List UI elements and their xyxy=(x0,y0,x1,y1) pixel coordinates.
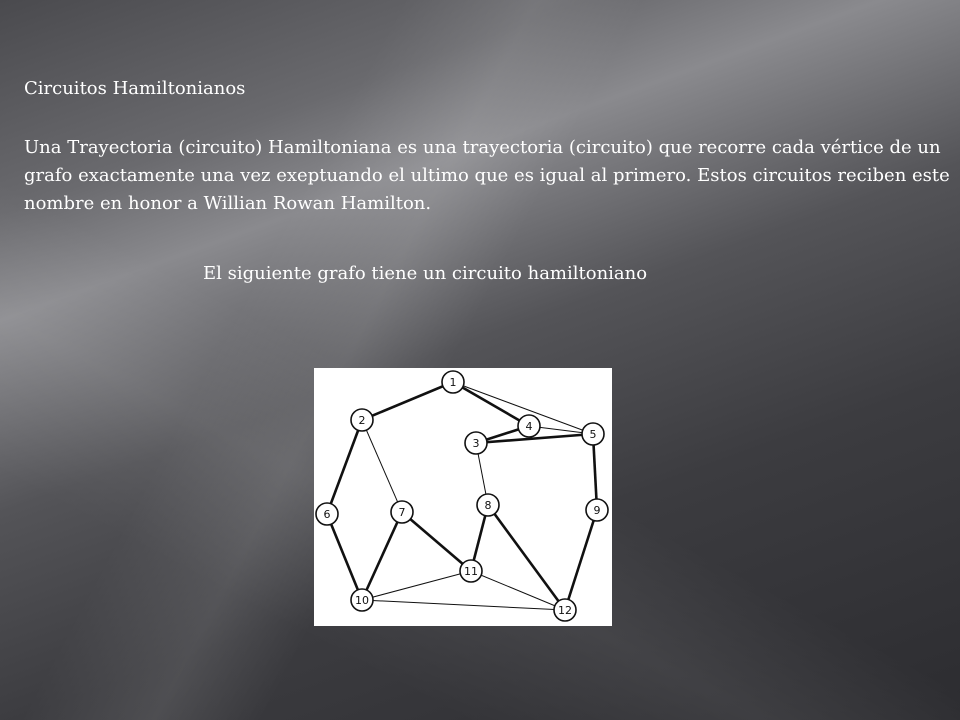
graph-edge-1-2 xyxy=(362,382,453,420)
graph-edge-10-11 xyxy=(362,571,471,600)
graph-node-label: 3 xyxy=(472,437,480,450)
graph-edge-2-7 xyxy=(362,420,402,512)
graph-node-label: 6 xyxy=(323,508,331,521)
graph-node-label: 7 xyxy=(398,506,406,519)
graph-edge-6-10 xyxy=(327,514,362,600)
graph-edge-2-6 xyxy=(327,420,362,514)
hamiltonian-graph-figure xyxy=(314,368,612,626)
graph-node-label: 11 xyxy=(464,565,478,578)
graph-node-6 xyxy=(316,503,338,525)
graph-node-12 xyxy=(554,599,576,621)
graph-node-label: 4 xyxy=(525,420,533,433)
graph-node-label: 10 xyxy=(355,594,369,607)
graph-edge-7-10 xyxy=(362,512,402,600)
graph-node-3 xyxy=(465,432,487,454)
graph-edge-10-12 xyxy=(362,600,565,610)
definition-paragraph: Una Trayectoria (circuito) Hamiltoniana es una trayectoria (circuito) que recorre cada vértice de un grafo exactamente una vez exeptuando el ultimo que es igual al primero. Estos circuitos reciben este nombre en honor a Willian Rowan Hamilton. xyxy=(24,137,950,214)
graph-node-label: 2 xyxy=(358,414,366,427)
graph-node-label: 5 xyxy=(589,428,597,441)
graph-node-9 xyxy=(586,499,608,521)
graph-caption: El siguiente grafo tiene un circuito hamiltoniano xyxy=(203,263,648,284)
graph-node-5 xyxy=(582,423,604,445)
graph-node-10 xyxy=(351,589,373,611)
graph-node-7 xyxy=(391,501,413,523)
graph-node-label: 9 xyxy=(593,504,601,517)
graph-node-2 xyxy=(351,409,373,431)
graph-node-1 xyxy=(442,371,464,393)
graph-node-label: 1 xyxy=(449,376,457,389)
graph-edge-1-4 xyxy=(453,382,529,426)
graph-node-11 xyxy=(460,560,482,582)
graph-edge-9-12 xyxy=(565,510,597,610)
graph-node-label: 12 xyxy=(558,604,572,617)
graph-node-label: 8 xyxy=(484,499,492,512)
graph-node-8 xyxy=(477,494,499,516)
slide-title: Circuitos Hamiltonianos xyxy=(24,78,246,99)
graph-node-4 xyxy=(518,415,540,437)
graph-svg xyxy=(314,368,612,626)
graph-edge-7-11 xyxy=(402,512,471,571)
